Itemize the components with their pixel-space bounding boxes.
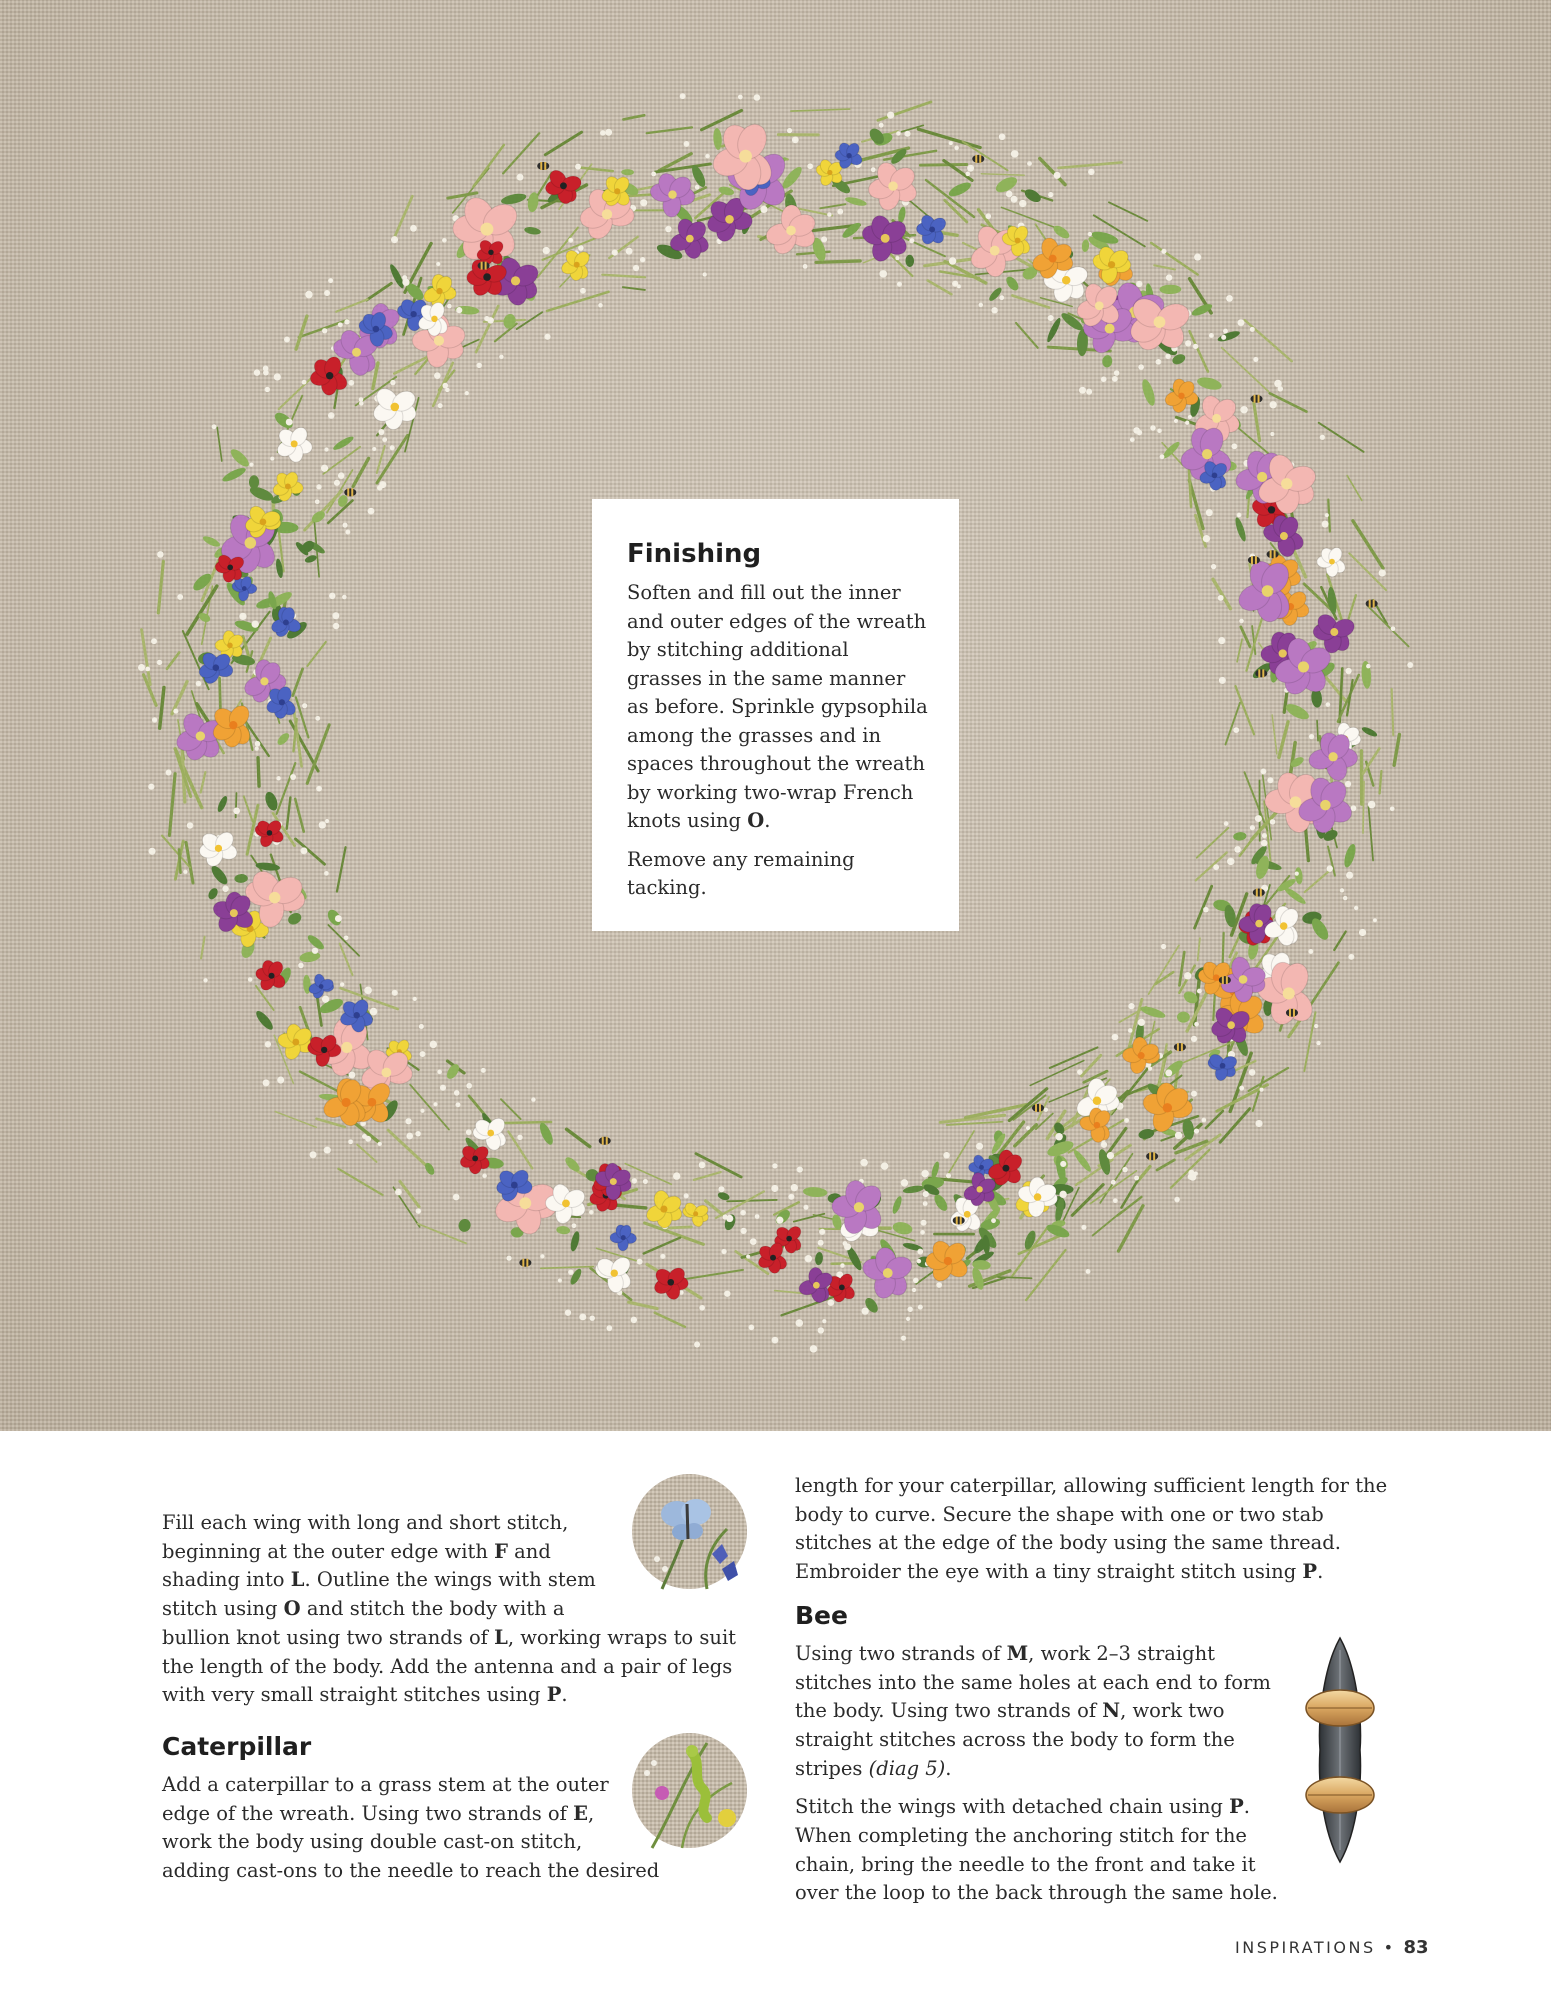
bee-paragraph-2: Stitch the wings with detached chain using P. When completing the anchoring stitch for the chain, bring the needle to the front and take it over the loop to the back through the same hole. xyxy=(795,1795,1278,1905)
butterfly-paragraph: Fill each wing with long and short stitch, beginning at the outer edge with F and shading into L. Outline the wings with stem stitch using O and stitch the body with a bullion knot using two strands of L, working wraps to suit the length of the body. Add the antenna and a pair of legs with very small straight stitches using P. xyxy=(162,1511,737,1707)
bee-title: Bee xyxy=(795,1600,848,1630)
page-number: 83 xyxy=(1403,1937,1429,1958)
finishing-title: Finishing xyxy=(627,539,762,569)
butterfly-thumbnail xyxy=(632,1474,747,1589)
section-name: INSPIRATIONS xyxy=(1235,1938,1376,1957)
finishing-box xyxy=(592,499,959,931)
caterpillar-paragraph: Add a caterpillar to a grass stem at the outer edge of the wreath. Using two strands of E, work the body using double cast-on stitch, adding cast-ons to the needle to reach the desired xyxy=(162,1772,660,1883)
caterpillar-title: Caterpillar xyxy=(162,1731,312,1761)
caterpillar-paragraph-continued: length for your caterpillar, allowing sufficient length for the body to curve. Secure the shape with one or two stab stitches at the edge of the body using the same thread. Embroider the eye with a tiny straight stitch using P. xyxy=(795,1474,1388,1584)
caterpillar-thumbnail xyxy=(632,1733,747,1848)
finishing-paragraph-1: Soften and fill out the inner and outer edges of the wreath by stitching additional grasses in the same manner as before. Sprinkle gypsophila among the grasses and in spaces throughout the wreath by working two-wrap French knots using O. xyxy=(627,581,928,832)
footer-separator: • xyxy=(1383,1938,1396,1957)
bee-paragraph-1: Using two strands of M, work 2–3 straight stitches into the same holes at each end to form the body. Using two strands of N, work two straight stitches across the body to form the stripes (diag 5). xyxy=(795,1641,1271,1780)
caterpillar-icon xyxy=(632,1733,747,1848)
bee-diagram-illustration xyxy=(1300,1630,1380,1870)
page-footer xyxy=(1235,1937,1429,1958)
finishing-paragraph-2: Remove any remaining tacking. xyxy=(627,847,855,899)
butterfly-icon xyxy=(632,1474,747,1589)
butterfly-body xyxy=(162,1509,747,1896)
